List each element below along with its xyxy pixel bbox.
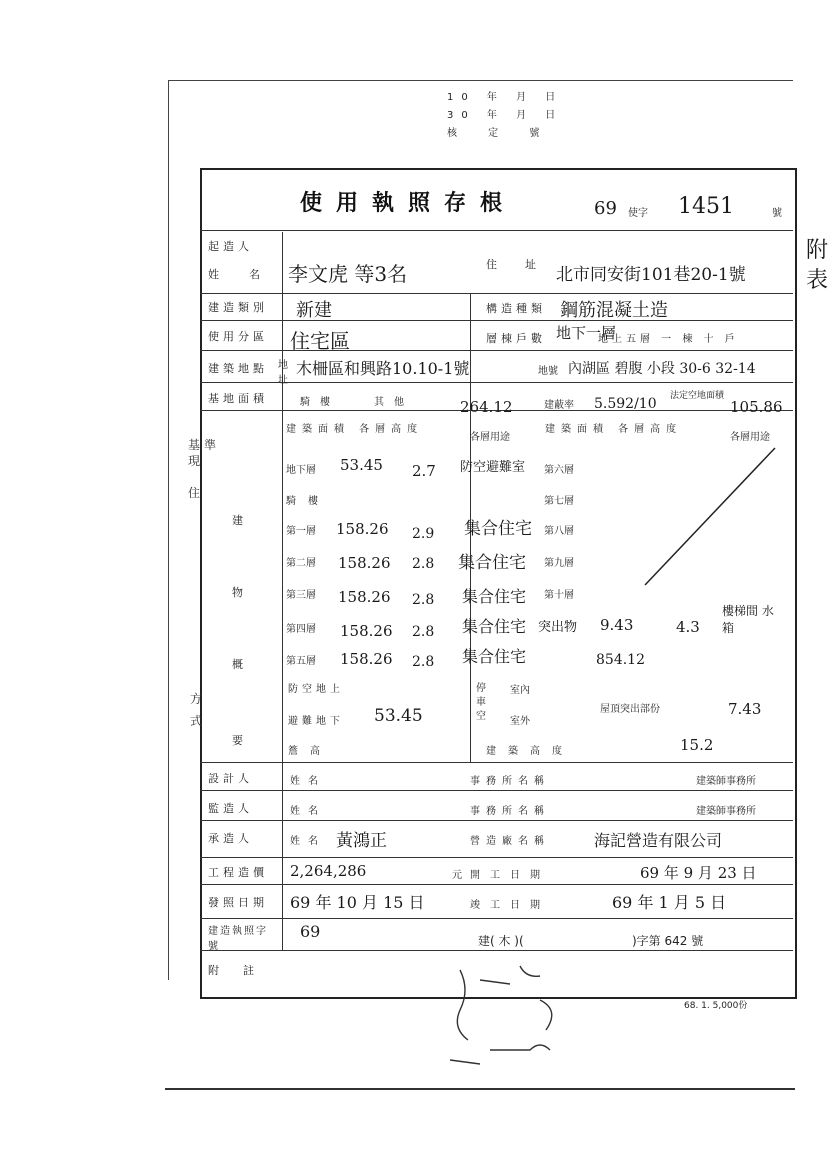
end-date: 69 年 1 月 5 日 (612, 893, 727, 912)
rule-12 (200, 918, 793, 919)
floor-area: 158.26 (338, 588, 391, 606)
vline-label (282, 232, 283, 950)
floor-right-label: 第十層 (544, 590, 574, 601)
floor-height: 2.8 (412, 592, 435, 608)
col-header-right: 建築面積 各層高度 (545, 424, 683, 435)
floors-hand: 地下一層 (556, 324, 617, 342)
floor-right-label: 第七層 (544, 496, 574, 507)
applicant-address: 北市同安街101巷20-1號 (556, 265, 746, 285)
applicant-name: 李文虎 等3名 (288, 262, 408, 286)
margin-left-3: 現 (188, 454, 201, 468)
outer-left-rule (168, 80, 169, 980)
use-label: 使用分區 (208, 330, 268, 343)
supervisor-label: 監造人 (208, 802, 253, 815)
area-label: 基地面積 (208, 392, 268, 405)
rule-8 (200, 790, 793, 791)
floor-label: 第四層 (286, 624, 316, 635)
rule-10 (200, 857, 793, 858)
structure-label: 構造種類 (486, 302, 546, 315)
designer-label: 設計人 (208, 772, 253, 785)
issue-label: 發照日期 (208, 896, 268, 909)
shelter-label: 防空地上 (288, 684, 344, 695)
floor-right-label: 第八層 (544, 526, 574, 537)
rule-4 (200, 350, 793, 351)
floor-area: 158.26 (340, 622, 393, 640)
parking-outer: 室外 (510, 716, 530, 727)
supervisor-office-label: 事務所名稱 (470, 806, 550, 817)
margin-right: 附 表 (806, 238, 829, 293)
floor-area: 158.26 (336, 520, 389, 538)
floor-label: 第五層 (286, 656, 316, 667)
header-stamp-line3: 核 定 號 (447, 128, 554, 139)
rule-5 (200, 382, 793, 383)
rule-7 (200, 762, 793, 763)
site-address: 木柵區和興路10.10-1號 (296, 359, 470, 378)
area-cover: 5.592/10 (594, 396, 657, 412)
rule-3 (200, 320, 793, 321)
permit-mid: 建( 木 )( (478, 934, 524, 948)
permit-year: 69 (300, 922, 321, 941)
footer-print: 68. 1. 5,000份 (684, 1001, 748, 1011)
parking-label: 停車空 (476, 683, 486, 722)
rule-11 (200, 884, 793, 885)
floor-height: 2.8 (412, 654, 435, 670)
applicant-name-label: 姓名 (208, 268, 290, 281)
cert-mid: 使字 (628, 208, 648, 219)
outer-top-rule (168, 80, 793, 81)
floor-label: 第三層 (286, 590, 316, 601)
site-label: 建築地點 (208, 362, 268, 375)
rule-13 (200, 950, 793, 951)
roof-extra-height: 4.3 (676, 618, 700, 636)
margin-left-6: 式 (190, 714, 203, 728)
area-cover-label: 建蔽率 (544, 400, 574, 411)
rule-1 (200, 230, 793, 231)
end-label: 竣工日期 (470, 900, 550, 911)
margin-left-1: 基 (188, 438, 201, 452)
contractor-company-label: 營造廠名稱 (470, 836, 550, 847)
cost-label: 工程造價 (208, 866, 268, 879)
permit-label: 建造執照字號 (208, 926, 268, 952)
seal-scribble (420, 960, 640, 1080)
floor-label: 騎樓 (286, 496, 330, 507)
designer-office: 建築師事務所 (696, 776, 756, 787)
use-value: 住宅區 (290, 329, 350, 353)
floor-area: 158.26 (338, 554, 391, 572)
area-legal-label: 法定空地面積 (670, 391, 725, 401)
rule-2 (200, 293, 793, 294)
margin-left-2: 準 (204, 438, 217, 452)
permit-suffix: )字第 642 號 (632, 934, 704, 948)
issue-date: 69 年 10 月 15 日 (290, 893, 425, 912)
building-char-2: 物 (232, 586, 247, 599)
shelter-under: 53.45 (374, 706, 423, 726)
building-char-3: 概 (232, 658, 247, 671)
cost-unit: 元 (452, 870, 462, 881)
margin-left-5: 方 (190, 692, 203, 706)
col-header-use-left: 各層用途 (470, 432, 510, 443)
floor-height: 2.7 (412, 462, 436, 480)
note-label: 附註 (208, 964, 278, 977)
margin-left-4: 住 (188, 486, 201, 500)
designer-name-label: 姓名 (290, 776, 326, 787)
supervisor-name-label: 姓名 (290, 806, 326, 817)
area-other-label: 其他 (374, 397, 414, 408)
cost-value: 2,264,286 (290, 862, 367, 880)
floor-use: 集合住宅 (464, 519, 532, 539)
total-area: 854.12 (596, 652, 645, 668)
area-other: 264.12 (460, 398, 513, 416)
designer-office-label: 事務所名稱 (470, 776, 550, 787)
floor-area: 53.45 (340, 456, 383, 474)
floors-print: 地上五層 一 棟 十 戶 (598, 334, 739, 345)
building-char-1: 建 (232, 514, 247, 527)
floor-area: 158.26 (340, 650, 393, 668)
rule-9 (200, 820, 793, 821)
floor-use: 集合住宅 (458, 553, 526, 573)
cert-suffix: 號 (772, 208, 782, 219)
cert-year: 69 (594, 198, 617, 219)
building-char-4: 要 (232, 734, 247, 747)
floor-use: 集合住宅 (462, 647, 527, 666)
area-gen-label: 騎樓 (300, 397, 340, 408)
category-value: 新建 (296, 300, 332, 321)
applicant-role-label: 起造人 (208, 240, 253, 253)
contractor-label: 承造人 (208, 832, 253, 845)
supervisor-office: 建築師事務所 (696, 806, 756, 817)
site-lot: 內湖區 碧腹 小段 30-6 32-14 (568, 361, 756, 377)
bld-height: 15.2 (680, 736, 714, 754)
area-legal: 105.86 (730, 398, 783, 416)
floor-right-label: 第九層 (544, 558, 574, 569)
floor-use: 集合住宅 (462, 587, 527, 606)
roof-extra-area: 9.43 (600, 616, 634, 634)
site-address-label: 地址 (278, 360, 288, 386)
floor-height: 2.8 (412, 556, 435, 572)
header-stamp-line1: 10 年 月 日 (447, 92, 564, 103)
structure-value: 鋼筋混凝土造 (560, 300, 668, 321)
col-header-use-right: 各層用途 (730, 432, 770, 443)
shelter-under-label: 避難地下 (288, 716, 344, 727)
roof-extra-use: 樓梯間 水箱 (722, 604, 774, 635)
bld-height-label: 建築高度 (486, 746, 574, 757)
col-header-left: 建築面積 各層高度 (286, 424, 424, 435)
contractor-company: 海記營造有限公司 (594, 831, 723, 850)
category-label: 建造類別 (208, 301, 268, 314)
site-lot-label: 地號 (538, 366, 558, 377)
applicant-address-label: 住址 (486, 258, 564, 271)
floor-label: 地下層 (286, 465, 316, 476)
cert-number: 1451 (678, 194, 734, 219)
contractor-name-label: 姓名 (290, 836, 326, 847)
start-label: 開工日期 (470, 870, 550, 881)
eave-height-label: 簷高 (288, 746, 332, 757)
roof-part-label: 屋頂突出部份 (600, 704, 660, 715)
diagonal-strike (640, 440, 780, 590)
floor-height: 2.8 (412, 624, 435, 640)
parking-inner: 室內 (510, 685, 530, 696)
roof-extra-label: 突出物 (538, 620, 578, 635)
floor-use: 防空避難室 (460, 460, 526, 475)
header-stamp-line2: 30 年 月 日 (447, 110, 564, 121)
start-date: 69 年 9 月 23 日 (640, 864, 757, 882)
contractor-name: 黃鴻正 (336, 831, 387, 851)
certificate-title: 使用執照存根 (300, 190, 517, 216)
floor-height: 2.9 (412, 526, 435, 542)
bottom-rule (165, 1088, 795, 1090)
floor-label: 第一層 (286, 526, 316, 537)
floor-label: 第二層 (286, 558, 316, 569)
floor-use: 集合住宅 (462, 617, 527, 636)
floors-label: 層棟戶數 (486, 332, 546, 345)
floor-right-label: 第六層 (544, 465, 574, 476)
roof-part-value: 7.43 (728, 700, 762, 718)
